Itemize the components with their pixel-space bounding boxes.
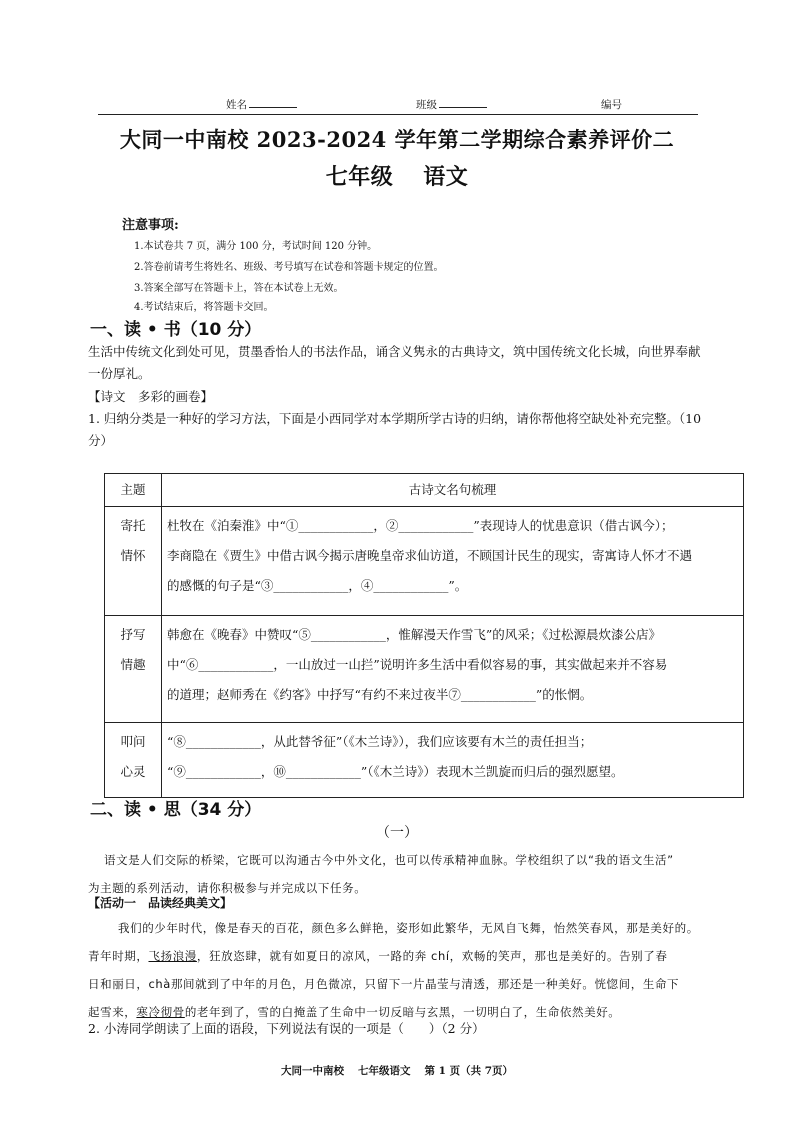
theme-text: 情趣: [120, 657, 146, 672]
footer-page: 第 1 页（共 7页）: [424, 1065, 514, 1077]
theme-cell: [105, 616, 162, 723]
intro-line: 生活中传统文化到处可见，贯墨香怡人的书法作品，诵含义隽永的古典诗文，筑中国传统文化长城，向世界奉献: [88, 344, 701, 359]
passage-text: 青年时期，: [88, 949, 149, 963]
class-field[interactable]: [416, 97, 487, 112]
poetry-table: [104, 473, 744, 798]
content-line: 韩愈在《晚春》中赞叹“⑤____________，惟解漫天作雪飞”的风采；《过松源晨炊漆公店》: [167, 627, 662, 642]
header-divider: [98, 114, 698, 115]
table-row: [105, 723, 744, 798]
class-label: 班级: [416, 99, 437, 111]
theme-text: 心灵: [120, 764, 146, 779]
question-line: 分）: [88, 433, 114, 448]
content-cell[interactable]: [162, 507, 744, 616]
passage-text: 的老年到了，雪的白掩盖了生命中一切反暗与玄黑，一切明白了，生命依然美好。: [184, 1005, 621, 1019]
passage-text: 起雪来，: [88, 1005, 137, 1019]
section1-intro: [88, 341, 718, 385]
underlined-phrase: 飞扬浪漫: [148, 949, 197, 963]
note-item: 3.答案全部写在答题卡上，答在本试卷上无效。: [134, 283, 344, 294]
table-row: [105, 507, 744, 616]
note-item: 1.本试卷共 7 页，满分 100 分，考试时间 120 分钟。: [134, 241, 378, 252]
theme-text: 情怀: [120, 548, 146, 563]
theme-column-header: 主题: [105, 474, 162, 507]
note-item: 2.答卷前请考生将姓名、班级、考号填写在试卷和答题卡规定的位置。: [134, 262, 444, 273]
content-line: “⑧____________，从此替爷征”（《木兰诗》），我们应该要有木兰的责任担当；: [167, 734, 593, 749]
footer-subject: 七年级语文: [357, 1065, 411, 1077]
question-2: 2. 小涛同学朗读了上面的语段，下列说法有误的一项是（ ）（2 分）: [88, 1021, 485, 1036]
content-cell[interactable]: [162, 616, 744, 723]
content-line: “⑨____________，⑩____________”（《木兰诗》）表现木兰凯旋而归后的强烈愿望。: [167, 764, 624, 779]
passage-line: 日和丽日，chà那间就到了中年的月色，月色微凉，只留下一片晶莹与清透，那还是一种美好。恍惚间，生命下: [88, 977, 680, 991]
notes-heading: 注意事项:: [122, 218, 179, 233]
subject-label: 语文: [423, 164, 469, 190]
page-footer: [0, 1063, 794, 1078]
content-line: 李商隐在《贾生》中借古讽今揭示唐晚皇帝求仙访道，不顾国计民生的现实，寄寓诗人怀才不遇: [167, 548, 693, 563]
theme-cell: [105, 723, 162, 798]
part-label: （一）: [376, 825, 418, 841]
footer-school: 大同一中南校: [280, 1065, 344, 1077]
grade-label: 七年级: [325, 164, 394, 190]
underlined-phrase: 寒冷彻骨: [136, 1005, 185, 1019]
theme-text: 寄托: [120, 518, 146, 533]
theme-cell: [105, 507, 162, 616]
poetry-tag: 【诗文 多彩的画卷】: [88, 389, 214, 404]
question-line: 1. 归纳分类是一种好的学习方法，下面是小西同学对本学期所学古诗的归纳，请你帮他将空缺处补充完整。（10: [88, 411, 702, 426]
question-1: [88, 408, 718, 452]
passage: [88, 914, 718, 1026]
content-cell[interactable]: [162, 723, 744, 798]
exam-title: 大同一中南校 2023-2024 学年第二学期综合素养评价二: [119, 127, 675, 152]
theme-text: 抒写: [120, 627, 146, 642]
theme-text: 叩问: [120, 734, 146, 749]
class-blank[interactable]: [439, 97, 487, 108]
exam-subtitle: [0, 160, 794, 191]
section2-heading: 二、读 • 思（34 分）: [90, 800, 262, 820]
content-line: 的感慨的句子是“③____________，④____________”。: [167, 578, 468, 593]
number-field[interactable]: [601, 97, 622, 112]
passage-line: 我们的少年时代，像是春天的百花，颜色多么鲜艳，姿形如此繁华，无风自飞舞，怡然笑春风，那是美好的。: [118, 921, 699, 935]
content-column-header: 古诗文名句梳理: [162, 474, 744, 507]
name-field[interactable]: [226, 97, 297, 112]
intro-line: 一份厚礼。: [88, 366, 151, 381]
content-line: 的道理；赵师秀在《约客》中抒写“有约不来过夜半⑦____________”的怅惘。: [167, 687, 593, 702]
intro-line: 语文是人们交际的桥梁，它既可以沟通古今中外文化，也可以传承精神血脉。学校组织了以“我的语文生活”: [104, 853, 674, 867]
content-line: 中“⑥____________，一山放过一山拦”说明许多生活中看似容易的事，其实做起来并不容易: [167, 657, 668, 672]
activity-heading: 【活动一 品读经典美文】: [88, 896, 233, 910]
name-label: 姓名: [226, 99, 247, 111]
note-item: 4.考试结束后，将答题卡交回。: [134, 302, 274, 313]
section1-heading: 一、读 • 书（10 分）: [90, 320, 262, 340]
table-header-row: [105, 474, 744, 507]
content-line: 杜牧在《泊秦淮》中“①____________，②____________”表现诗人的忧患意识（借古讽今）；: [167, 518, 674, 533]
number-label: 编号: [601, 99, 622, 111]
table-row: [105, 616, 744, 723]
passage-text: ，狂放恣肆，就有如夏日的凉风，一路的奔 chí，欢畅的笑声，那也是美好的。告别了春: [196, 949, 668, 963]
passage-line: [88, 942, 718, 970]
name-blank[interactable]: [249, 97, 297, 108]
intro-line: 为主题的系列活动，请你积极参与并完成以下任务。: [88, 881, 367, 895]
